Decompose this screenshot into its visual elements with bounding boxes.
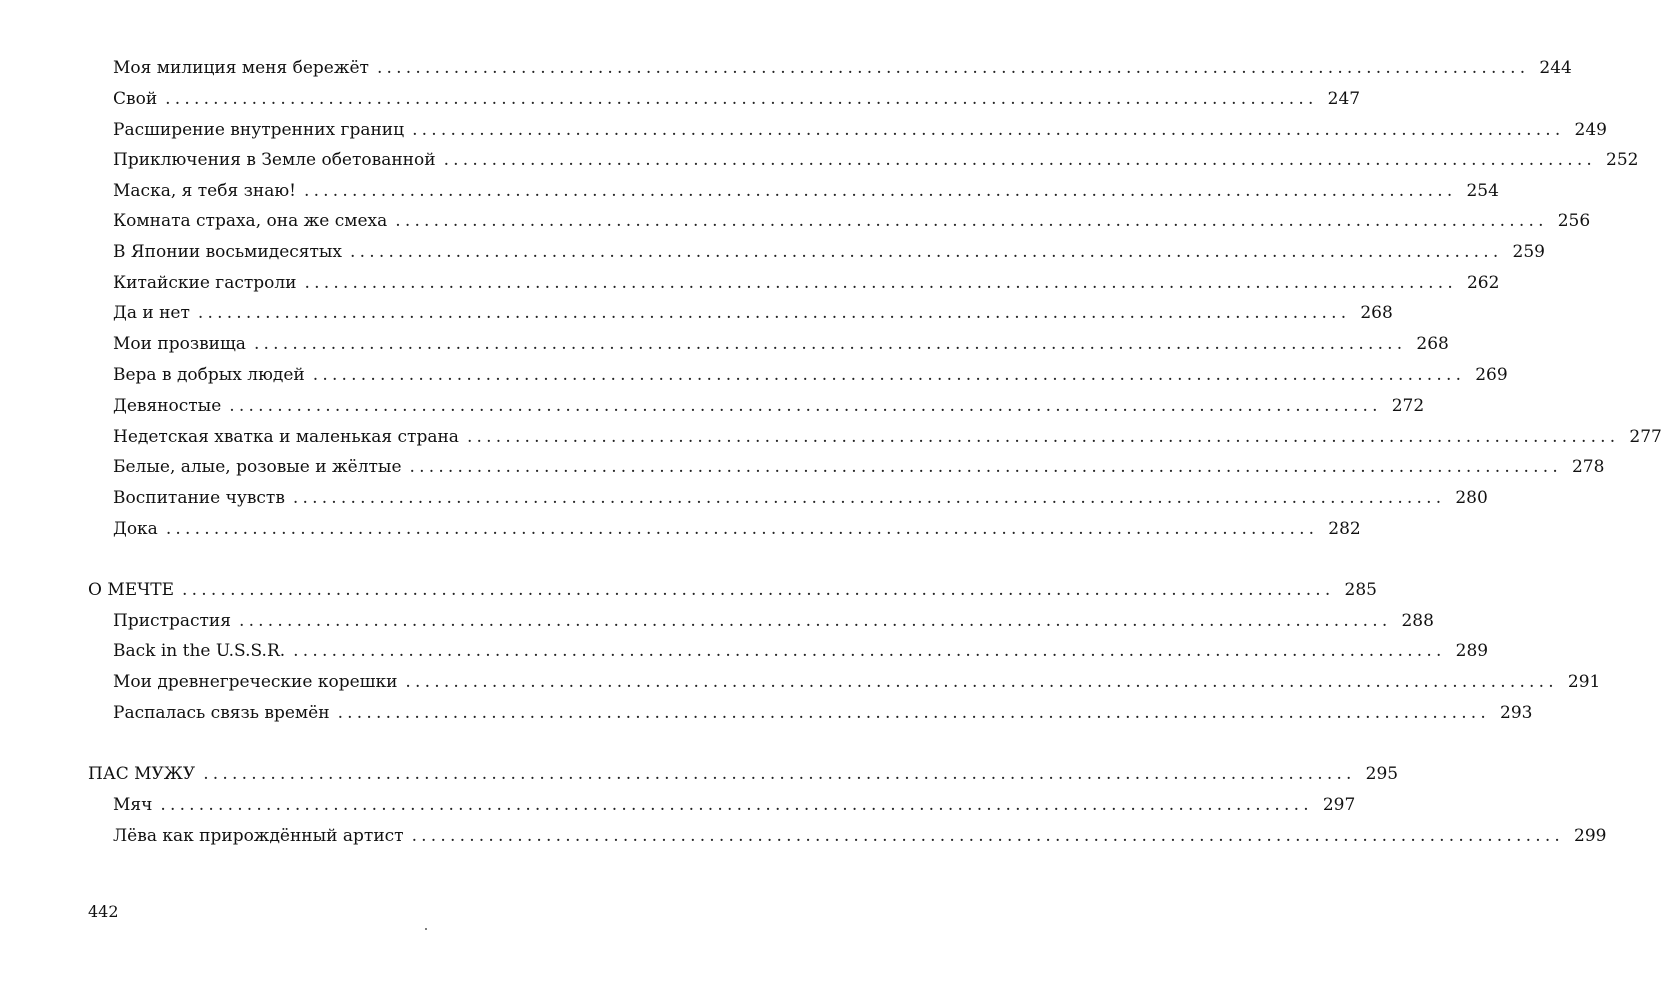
toc-entry-title: Китайские гастроли (113, 273, 297, 293)
toc-entry (113, 484, 1488, 512)
toc-entry-page: 297 (1322, 795, 1356, 815)
toc-entry (113, 299, 1393, 327)
toc-entry-title: В Японии восьмидесятых (113, 242, 343, 262)
toc-entry-title: Белые, алые, розовые и жёлтые (113, 457, 402, 477)
toc-entry-page: 247 (1327, 89, 1361, 109)
toc-entry-page: 259 (1512, 242, 1545, 262)
toc-entry (113, 791, 1356, 819)
dot-leader: ........................................................................................................................ (304, 273, 1457, 293)
toc-section-heading (88, 760, 1399, 788)
toc-entry-title: Да и нет (113, 303, 190, 323)
toc-entry-page: 291 (1567, 672, 1601, 692)
toc-entry-title: Девяностые (113, 396, 222, 416)
toc-entry (113, 85, 1361, 113)
dot-leader: ........................................................................................................................ (405, 672, 1558, 692)
toc-entry (113, 330, 1449, 358)
dot-leader: ........................................................................................................................ (197, 303, 1351, 323)
toc-entry (113, 238, 1545, 266)
toc-entry-title: Вера в добрых людей (113, 365, 305, 385)
toc-entry-page: 249 (1574, 120, 1607, 140)
toc-entry (113, 668, 1601, 696)
toc-entry-title: Моя милиция меня бережёт (113, 58, 369, 78)
toc-entry-title: Свой (113, 89, 158, 109)
toc-entry-page: 254 (1466, 181, 1499, 201)
toc-entry-title: Back in the U.S.S.R. (113, 641, 286, 661)
toc-section-title: ПАС МУЖУ (88, 764, 196, 784)
toc-entry (113, 392, 1425, 420)
dot-leader: ........................................................................................................................ (292, 488, 1446, 508)
toc-entry (113, 699, 1533, 727)
toc-entry (113, 361, 1508, 389)
toc-section-heading (88, 576, 1377, 604)
dot-leader: ........................................................................................................................ (466, 427, 1620, 447)
toc-entry-title: Мои древнегреческие корешки (113, 672, 398, 692)
toc-entry (113, 54, 1572, 82)
dot-leader: ........................................................................................................................ (203, 764, 1356, 784)
toc-entry (113, 177, 1499, 205)
toc-entry-page: 244 (1539, 58, 1572, 78)
toc-entry (113, 637, 1489, 665)
toc-entry-page: 299 (1574, 826, 1607, 846)
toc-entry (113, 116, 1607, 144)
dot-leader: ........................................................................................................................ (395, 211, 1548, 231)
print-speck (425, 928, 427, 930)
toc-entry (113, 423, 1662, 451)
dot-leader: ........................................................................................................................ (337, 703, 1491, 723)
dot-leader: ........................................................................................................................ (443, 150, 1597, 170)
toc-entry-page: 293 (1500, 703, 1533, 723)
toc-entry-page: 280 (1455, 488, 1488, 508)
toc-entry-page: 278 (1571, 457, 1605, 477)
dot-leader: ........................................................................................................................ (293, 641, 1446, 661)
toc-entry-page: 285 (1344, 580, 1377, 600)
toc-entry-page: 282 (1328, 519, 1361, 539)
dot-leader: ........................................................................................................................ (376, 58, 1530, 78)
dot-leader: ........................................................................................................................ (303, 181, 1457, 201)
toc-entry-page: 272 (1391, 396, 1425, 416)
dot-leader: ........................................................................................................................ (411, 826, 1565, 846)
dot-leader: ........................................................................................................................ (229, 396, 1382, 416)
dot-leader: ........................................................................................................................ (412, 120, 1565, 140)
dot-leader: ........................................................................................................................ (160, 795, 1313, 815)
toc-entry (113, 146, 1639, 174)
toc-entry-page: 268 (1416, 334, 1449, 354)
dot-leader: ........................................................................................................................ (312, 365, 1466, 385)
toc-entry (113, 607, 1434, 635)
toc-entry-page: 295 (1365, 764, 1399, 784)
toc-entry-title: Распалась связь времён (113, 703, 330, 723)
dot-leader: ........................................................................................................................ (350, 242, 1503, 262)
toc-entry (113, 822, 1607, 850)
toc-entry-title: Недетская хватка и маленькая страна (113, 427, 459, 447)
toc-entry (113, 269, 1500, 297)
toc-section-title: О МЕЧТЕ (88, 580, 175, 600)
toc-entry-page: 262 (1466, 273, 1500, 293)
page-number: 442 (88, 902, 119, 921)
toc-entry-title: Мяч (113, 795, 153, 815)
toc-entry (113, 453, 1605, 481)
toc-entry-page: 268 (1360, 303, 1393, 323)
toc-entry-page: 289 (1455, 641, 1489, 661)
toc-entry-title: Маска, я тебя знаю! (113, 181, 296, 201)
dot-leader: ........................................................................................................................ (253, 334, 1407, 354)
toc-entry-title: Лёва как прирождённый артист (113, 826, 404, 846)
toc-entry-title: Расширение внутренних границ (113, 120, 405, 140)
toc-entry (113, 207, 1591, 235)
toc-entry-title: Дока (113, 519, 158, 539)
toc-entry-page: 269 (1475, 365, 1508, 385)
dot-leader: ........................................................................................................................ (238, 611, 1392, 631)
toc-entry-title: Приключения в Земле обетованной (113, 150, 436, 170)
dot-leader: ........................................................................................................................ (165, 519, 1319, 539)
toc-entry-title: Мои прозвища (113, 334, 246, 354)
toc-entry-page: 277 (1629, 427, 1662, 447)
toc-entry (113, 515, 1361, 543)
toc-entry-page: 256 (1557, 211, 1591, 231)
toc-entry-page: 288 (1401, 611, 1434, 631)
toc-entry-title: Комната страха, она же смеха (113, 211, 388, 231)
toc-entry-title: Пристрастия (113, 611, 231, 631)
dot-leader: ........................................................................................................................ (182, 580, 1335, 600)
dot-leader: ........................................................................................................................ (409, 457, 1562, 477)
toc-entry-page: 252 (1606, 150, 1639, 170)
toc-entry-title: Воспитание чувств (113, 488, 285, 508)
dot-leader: ........................................................................................................................ (165, 89, 1318, 109)
